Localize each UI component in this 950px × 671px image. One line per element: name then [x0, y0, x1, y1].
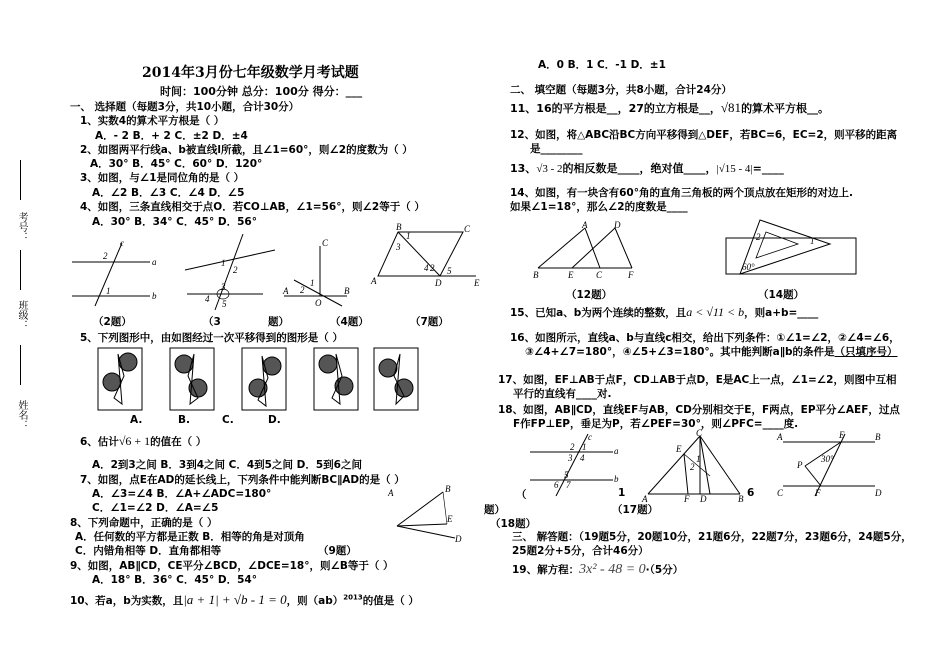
side-line [20, 160, 22, 200]
caption-fig9: （9题） [318, 545, 357, 557]
label-c: c [588, 432, 592, 442]
caption-fig7: （7题） [410, 316, 449, 328]
figure-q9 [385, 484, 465, 544]
label-1: 1 [810, 236, 815, 246]
label-D: D [700, 494, 707, 504]
section-3-heading: 三、 解答题：（19题5分，20题10分，21题6分，22题7分，23题6分，24题5分，25题2分+5分，合计46分） [512, 531, 912, 557]
label-C: C [596, 270, 603, 280]
q5-option-A: A. [130, 414, 143, 426]
caption-fig16-c: 6 [747, 487, 755, 499]
q13-radical: √3 - 2 [536, 163, 563, 175]
label-A: A [777, 432, 783, 442]
label-1: 1 [696, 454, 701, 464]
question-15: 15、已知a、b为两个连续的整数，且a < √11 < b，则a+b=____ [510, 305, 819, 319]
question-16-cont: ③∠4+∠7=180°，④∠5+∠3=180°。其中能判断a∥b的条件是（只填序号） [525, 346, 898, 358]
caption-fig16-n: 1 [618, 487, 626, 499]
label-D: D [614, 220, 621, 230]
label-B: B [445, 484, 451, 494]
question-1-options: A．- 2 B．+ 2 C．±2 D．±4 [95, 130, 248, 142]
q6-radical: √6 + 1 [118, 434, 151, 448]
question-7-options-1: A．∠3=∠4 B．∠A+∠ADC=180° [92, 488, 272, 500]
caption-fig2: （2题） [93, 316, 132, 328]
side-label-kaohao: 考号： [16, 212, 27, 242]
question-18-cont: F作FP⊥EP，垂足为P，若∠PEF=30°，则∠PFC=____度. [513, 418, 799, 430]
label-b: b [614, 474, 619, 484]
caption-fig17: （17题） [612, 504, 659, 516]
question-7: 7、如图，点E在AD的延长线上，下列条件中能判断BC∥AD的是（ ） [80, 474, 405, 486]
question-2-options: A．30° B．45° C．60° D．120° [90, 158, 263, 170]
label-F: F [684, 494, 690, 504]
label-4: 4 [205, 294, 210, 304]
q10-equation: |a + 1| + √b - 1 = 0 [183, 592, 287, 607]
figure-q12 [530, 220, 640, 282]
label-C: C [777, 488, 784, 498]
q5-option-C: C. [222, 414, 234, 426]
q5-option-D: D. [268, 414, 281, 426]
side-label-xingming: 姓名： [16, 400, 27, 430]
label-1: 1 [310, 278, 315, 288]
label-2: 2 [430, 263, 435, 273]
label-C: C [322, 238, 329, 248]
question-14: 14、如图，有一块含有60°角的直角三角板的两个顶点放在矩形的对边上. [510, 187, 853, 199]
question-12-cont: 是________ [530, 143, 583, 155]
caption-fig12: （12题） [566, 289, 613, 301]
label-3: 3 [568, 453, 573, 463]
question-6: 6、估计√6 + 1的值在（ ） [80, 434, 207, 448]
label-3: 3 [396, 242, 401, 252]
question-18: 18、如图，AB∥CD，直线EF与AB，CD分别相交于E，F两点，EP平分∠AEF，过点 [498, 404, 900, 416]
caption-fig16-b: 题） [484, 504, 505, 516]
q5-option-B: B. [178, 414, 190, 426]
option-A-shape [170, 348, 214, 410]
question-3: 3、如图，与∠1是同位角的是（ ） [80, 172, 245, 184]
label-3: 3 [221, 282, 226, 292]
question-10-options: A．0 B．1 C．-1 D．±1 [538, 59, 666, 71]
q19-equation: 3x² - 48 = 0 [579, 562, 646, 577]
question-10: 10、若a，b为实数，且|a + 1| + √b - 1 = 0，则（ab）$^{2013}$的值是（ ） [70, 592, 419, 607]
label-E: E [474, 278, 480, 288]
side-line [20, 250, 22, 290]
label-E: E [447, 514, 453, 524]
label-O: O [315, 298, 322, 308]
question-16: 16、如图所示，直线a、b与直线c相交，给出下列条件：①∠1=∠2，②∠4=∠6， [510, 332, 900, 344]
question-2: 2、如图两平行线a、b被直线l所截，且∠1=60°，则∠2的度数为（ ） [80, 144, 413, 156]
label-D: D [455, 534, 462, 544]
option-B-shape [242, 348, 286, 410]
figure-q3 [183, 232, 278, 312]
question-14-cont: 如果∠1=18°，那么∠2的度数是____ [510, 201, 688, 213]
label-E: E [568, 270, 574, 280]
question-17-cont: 平行的直线有____对. [513, 388, 612, 400]
section-2-heading: 二、 填空题（每题3分，共8小题，合计24分） [510, 84, 732, 96]
figure-q5 [98, 348, 418, 410]
question-3-options: A．∠2 B．∠3 C．∠4 D．∠5 [92, 187, 245, 199]
figure-q16 [528, 432, 618, 497]
label-1: 1 [221, 258, 226, 268]
question-12: 12、如图，将△ABC沿BC方向平移得到△DEF，若BC=6，EC=2，则平移的距离 [510, 129, 898, 141]
exam-info: 时间：100分钟 总分：100分 得分：___ [160, 85, 363, 98]
label-angle-2: 2 [103, 251, 108, 261]
label-5: 5 [447, 266, 452, 276]
question-4: 4、如图，三条直线相交于点O．若CO⊥AB，∠1=56°，则∠2等于（ ） [80, 201, 425, 213]
label-angle-1: 1 [106, 286, 111, 296]
label-B: B [875, 432, 881, 442]
question-11: 11、16的平方根是__，27的立方根是__，√81的算术平方根__。 [510, 100, 830, 115]
caption-fig3: （3 [203, 316, 221, 328]
caption-fig14: （14题） [758, 289, 805, 301]
q15-inequality: a < √11 < b [686, 305, 745, 319]
option-C-shape [314, 348, 358, 410]
label-E: E [676, 444, 682, 454]
label-B: B [344, 286, 350, 296]
label-1: 1 [582, 442, 587, 452]
label-2: 2 [756, 232, 761, 242]
label-D: D [875, 488, 882, 498]
side-line [20, 345, 22, 385]
question-1: 1、实数4的算术平方根是（ ） [80, 115, 225, 127]
question-9: 9、如图，AB∥CD，CE平分∠BCD，∠DCE=18°，则∠B等于（ ） [70, 560, 394, 572]
caption-fig16: （ [516, 489, 527, 501]
question-13: 13、√3 - 2的相反数是____，绝对值____，|√15 - 4|=____ [510, 162, 784, 175]
label-A: A [582, 220, 588, 230]
figure-q14 [720, 218, 860, 280]
label-30: 30° [821, 454, 834, 464]
label-2: 2 [300, 285, 305, 295]
figure-q17 [640, 430, 750, 502]
label-D: D [435, 278, 442, 288]
label-4: 4 [424, 263, 429, 273]
label-5: 5 [564, 470, 569, 480]
label-E: E [839, 430, 845, 440]
caption-fig18: （18题） [490, 518, 537, 530]
label-5: 5 [222, 299, 227, 309]
question-8-options-2: C．内错角相等 D．直角都相等 [75, 545, 222, 557]
label-2: 2 [690, 462, 695, 472]
label-6: 6 [554, 480, 559, 490]
label-C: C [464, 224, 471, 234]
section-1-heading: 一、 选择题（每题3分，共10小题，合计30分） [70, 101, 300, 113]
label-B: B [396, 222, 402, 232]
label-b: b [152, 291, 157, 301]
label-C: C [696, 428, 703, 438]
question-9-options: A．18° B．36° C．45° D．54° [92, 574, 257, 586]
question-19: 19、解方程：3x² - 48 = 0·（5分） [512, 562, 684, 577]
label-B: B [533, 270, 539, 280]
page-title: 2014年3月份七年级数学月考试题 [142, 65, 359, 81]
label-a: a [614, 446, 619, 456]
question-8: 8、下列命题中，正确的是（ ） [70, 517, 218, 529]
label-A: A [283, 286, 289, 296]
label-4: 4 [580, 453, 585, 463]
label-P: P [797, 460, 803, 470]
question-4-options: A．30° B．34° C．45° D．56° [92, 216, 257, 228]
label-7: 7 [566, 480, 571, 490]
label-c: c [120, 238, 124, 248]
question-8-options-1: A．任何数的平方都是正数 B．相等的角是对顶角 [75, 531, 305, 543]
figure-q2 [70, 238, 160, 308]
q11-radical: √81 [720, 100, 742, 115]
label-2: 2 [570, 442, 575, 452]
question-5: 5、下列图形中，由如图经过一次平移得到的图形是（ ） [80, 332, 343, 344]
label-A: A [371, 276, 377, 286]
figure-q4 [282, 238, 352, 308]
figure-q18 [775, 430, 885, 502]
label-B: B [738, 494, 744, 504]
question-17: 17、如图，EF⊥AB于点F，CD⊥AB于点D，E是AC上一点，∠1=∠2，则图中互相 [498, 374, 897, 386]
option-D-shape [374, 348, 418, 410]
label-A: A [642, 494, 648, 504]
q13-abs: |√15 - 4| [716, 163, 753, 175]
caption-fig3b: 题） [268, 316, 289, 328]
label-1: 1 [406, 231, 411, 241]
caption-fig4: （4题） [330, 316, 369, 328]
shape-original [98, 348, 142, 410]
label-F: F [628, 270, 634, 280]
label-2: 2 [233, 265, 238, 275]
question-6-options: A．2到3之间 B．3到4之间 C．4到5之间 D．5到6之间 [92, 459, 362, 471]
side-label-banji: 班级： [16, 300, 27, 330]
question-7-options-2: C．∠1=∠2 D．∠A=∠5 [92, 502, 219, 514]
label-a: a [152, 257, 157, 267]
label-A: A [388, 488, 394, 498]
figure-q7 [368, 224, 483, 292]
label-F: F [815, 488, 821, 498]
label-60: 60° [742, 262, 755, 272]
